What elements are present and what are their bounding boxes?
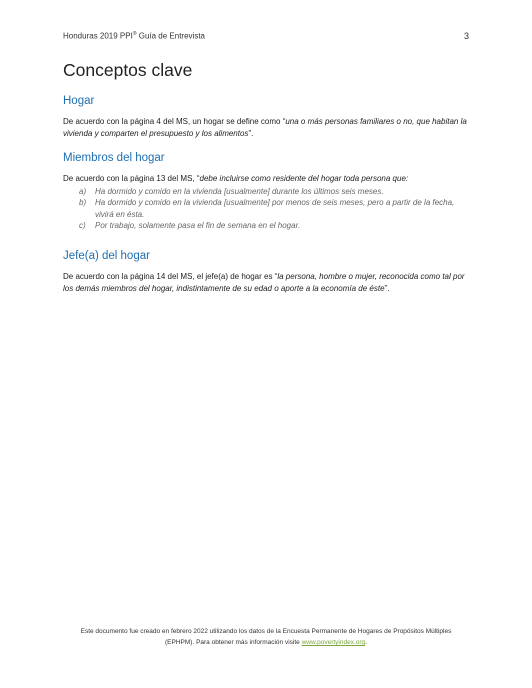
section-jefe xyxy=(63,250,475,294)
page-number: 3 xyxy=(463,31,469,41)
members-list xyxy=(63,186,475,232)
list-item: c) Por trabajo, solamente pasa el fin de semana en el hogar. xyxy=(79,221,301,230)
page-header xyxy=(63,31,469,41)
section-hogar xyxy=(63,95,475,139)
footer-link[interactable]: www.povertyindex.org xyxy=(301,639,366,646)
section-paragraph: De acuerdo con la página 14 del MS, el jefe(a) de hogar es “la persona, hombre o mujer, reconocida como tal por los demás miembros del hogar, indistintamente de su edad o aporte a la economía de éste”. xyxy=(63,272,465,293)
section-paragraph: De acuerdo con la página 13 del MS, “debe incluirse como residente del hogar toda persona que: xyxy=(63,174,409,183)
list-item: b) Ha dormido y comido en la vivienda [usualmente] por menos de seis meses, pero a partir de la fecha, vivirá en ésta. xyxy=(79,198,455,219)
footer-line: Este documento fue creado en febrero 2022 utilizando los datos de la Encuesta Permanente de Hogares de Propósitos Múltiples xyxy=(80,628,452,635)
section-miembros xyxy=(63,152,475,232)
header-title: Honduras 2019 PPI® Guía de Entrevista xyxy=(63,31,205,41)
page-footer xyxy=(40,626,492,648)
footer-line: (EPHPM). Para obtener más información visite www.povertyindex.org. xyxy=(165,639,367,646)
page-title: Conceptos clave xyxy=(63,60,193,80)
section-heading: Hogar xyxy=(63,95,95,107)
section-heading: Jefe(a) del hogar xyxy=(63,250,150,262)
section-heading: Miembros del hogar xyxy=(63,152,165,164)
list-item: a) Ha dormido y comido en la vivienda [usualmente] durante los últimos seis meses. xyxy=(79,186,384,196)
section-paragraph: De acuerdo con la página 4 del MS, un hogar se define como “una o más personas familiares o no, que habitan la vivienda y comparten el presupuesto y los alimentos”. xyxy=(63,117,467,138)
